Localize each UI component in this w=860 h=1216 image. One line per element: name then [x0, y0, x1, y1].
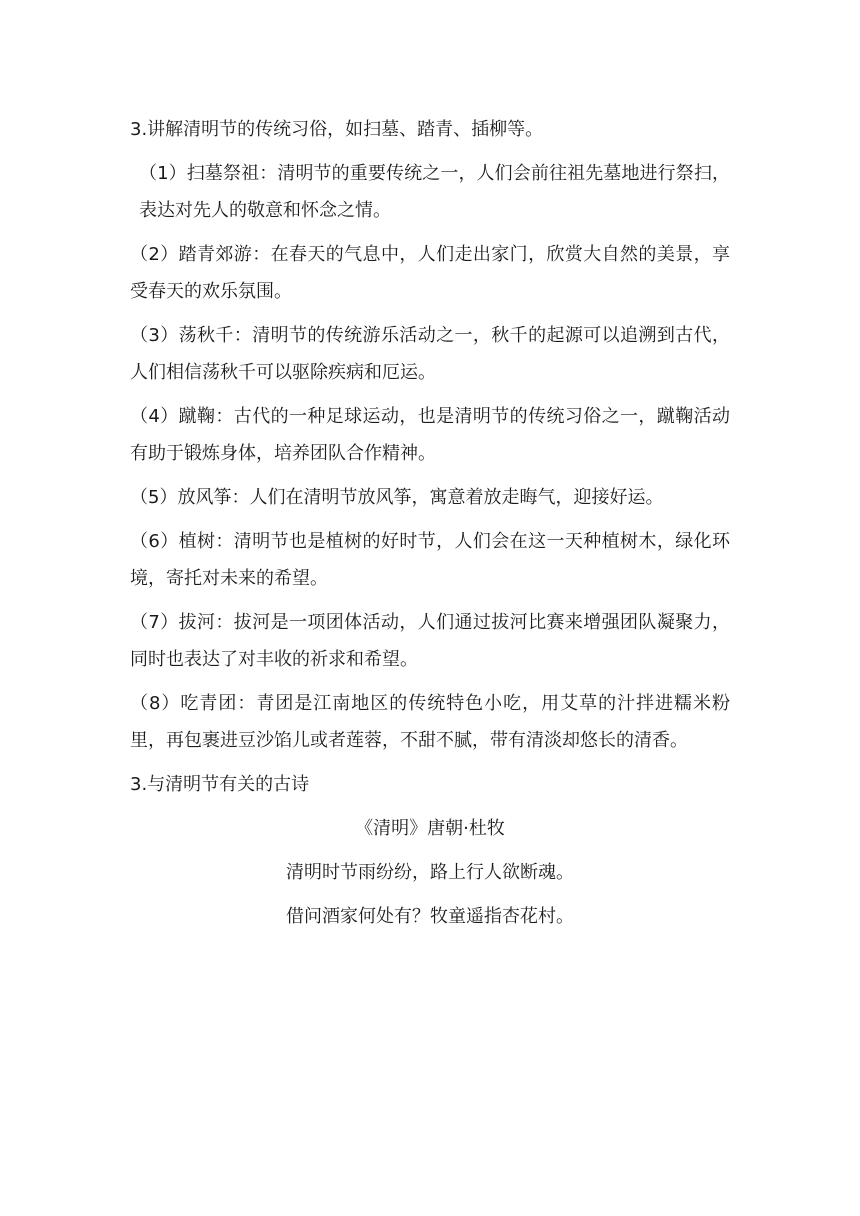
- poem-line-2: 借问酒家何处有？牧童遥指杏花村。: [286, 906, 574, 927]
- custom-item-tree-planting: （6）植树：清明节也是植树的好时节，人们会在这一天种植树木，绿化环境，寄托对未来的希望。: [130, 531, 730, 589]
- custom-item-swing: （3）荡秋千：清明节的传统游乐活动之一，秋千的起源可以追溯到古代，人们相信荡秋千可以驱除疾病和厄运。: [130, 325, 730, 383]
- custom-item-tug-of-war: （7）拔河：拔河是一项团体活动，人们通过拔河比赛来增强团队凝聚力，同时也表达了对丰收的祈求和希望。: [130, 612, 730, 670]
- custom-item-cuju: （4）蹴鞠：古代的一种足球运动，也是清明节的传统习俗之一，蹴鞠活动有助于锻炼身体，培养团队合作精神。: [130, 406, 730, 464]
- custom-item-spring-outing: （2）踏青郊游：在春天的气息中，人们走出家门，欣赏大自然的美景，享受春天的欢乐氛围。: [130, 244, 730, 302]
- poem-block: [130, 810, 730, 935]
- document-body: [130, 111, 730, 942]
- poem-line-1: 清明时节雨纷纷，路上行人欲断魂。: [286, 862, 574, 883]
- section-heading-poems: 3.与清明节有关的古诗: [130, 774, 310, 795]
- custom-item-qingtuan: （8）吃青团：青团是江南地区的传统特色小吃，用艾草的汁拌进糯米粉里，再包裹进豆沙馅儿或者莲蓉，不甜不腻，带有清淡却悠长的清香。: [130, 693, 730, 751]
- custom-item-kite: （5）放风筝：人们在清明节放风筝，寓意着放走晦气，迎接好运。: [130, 487, 664, 508]
- section-heading-customs: 3.讲解清明节的传统习俗，如扫墓、踏青、插柳等。: [130, 119, 544, 140]
- poem-title: 《清明》唐朝·杜牧: [355, 818, 505, 839]
- custom-item-tomb-sweeping: （1）扫墓祭祖：清明节的重要传统之一，人们会前往祖先墓地进行祭扫，表达对先人的敬意和怀念之情。: [139, 163, 730, 221]
